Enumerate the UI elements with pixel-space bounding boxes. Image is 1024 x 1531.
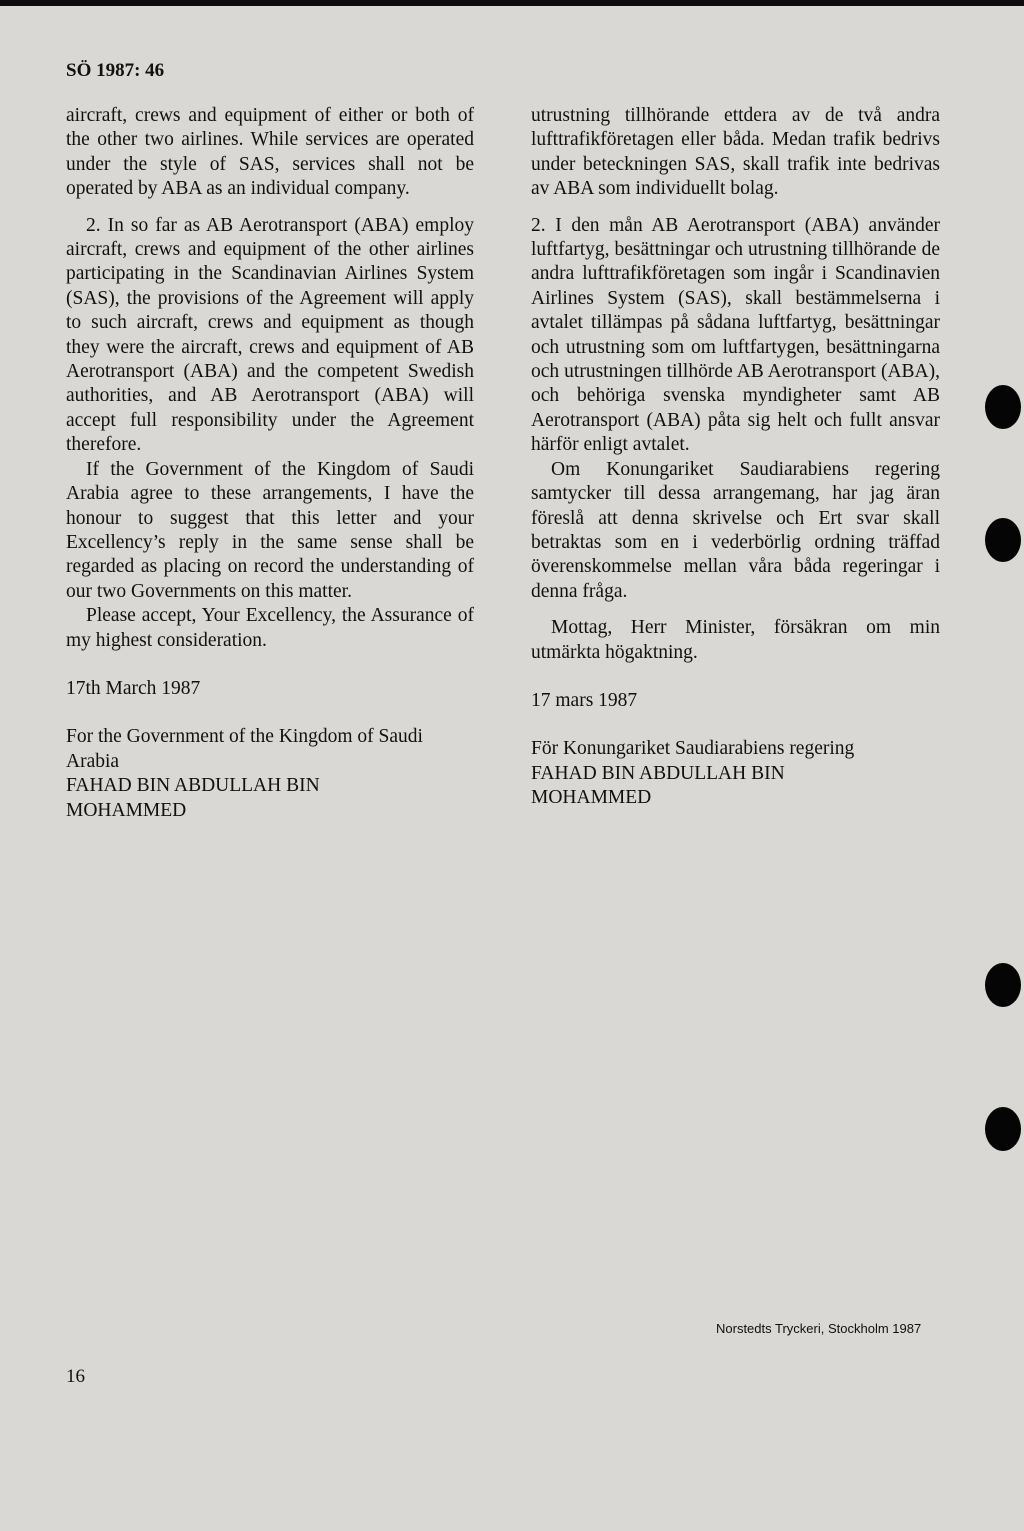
paragraph-2: 2. I den mån AB Aerotransport (ABA) använder luftfartyg, besättningar och utrustning tillhörande de andra lufttrafikföretagen som ingår i Scandinavien Airlines System (SAS), skall bestämmelserna i avtalet tillämpas på sådana luftfartyg, besättningar och utrustning som om luftfartygen, besättningarna och utrustningen tillhörde AB Aerotransport (ABA), och behöriga svenska myndigheter samt AB Aerotransport (ABA) påta sig helt och fullt ansvar härför enligt avtalet.: [531, 214, 940, 456]
paragraph-closing: Please accept, Your Excellency, the Assurance of my highest consideration.: [66, 605, 474, 651]
paragraph-2: 2. In so far as AB Aerotransport (ABA) employ aircraft, crews and equipment of the other airlines participating in the Scandinavian Airlines System (SAS), the provisions of the Agreement will apply to such aircraft, crews and equipment as though they were the aircraft, crews and equipment of AB Aerotransport (ABA) and the competent Swedish authorities, and AB Aerotransport (ABA) will accept full responsibility under the Agreement therefore.: [66, 214, 474, 456]
printer-imprint: Norstedts Tryckeri, Stockholm 1987: [716, 1321, 922, 1336]
binding-hole-mark: [985, 385, 1021, 429]
signature-name-line2: MOHAMMED: [531, 787, 652, 809]
paragraph-closing: Mottag, Herr Minister, försäkran om min utmärkta högaktning.: [531, 617, 940, 663]
signature-name-line1: FAHAD BIN ABDULLAH BIN: [66, 775, 320, 797]
binding-hole-mark: [985, 963, 1021, 1007]
swedish-column: [531, 104, 940, 811]
binding-hole-mark: [985, 518, 1021, 562]
signature-block: [66, 725, 474, 823]
document-reference: SÖ 1987: 46: [66, 60, 165, 81]
page-number: 16: [66, 1366, 85, 1387]
paragraph-continuation: utrustning tillhörande ettdera av de två andra lufttrafikföretagen eller båda. Medan trafik bedrivs under beteckningen SAS, skall trafik inte bedrivas av ABA som individuellt bolag.: [531, 105, 940, 200]
binding-hole-mark: [985, 1107, 1021, 1151]
signature-name-line2: MOHAMMED: [66, 799, 187, 821]
letter-date: 17 mars 1987: [531, 689, 638, 711]
english-column: [66, 104, 474, 823]
paragraph-proposal: Om Konungariket Saudiarabiens regering samtycker till dessa arrangemang, har jag äran föreslå att denna skrivelse och Ert svar skall betraktas som en i vederbörlig ordning träffad överenskommelse mellan våra båda regeringar i denna fråga.: [531, 458, 940, 602]
letter-date: 17th March 1987: [66, 677, 201, 699]
signature-block: [531, 737, 940, 810]
top-border: [0, 0, 1024, 6]
signature-government: För Konungariket Saudiarabiens regering: [531, 738, 855, 760]
paragraph-proposal: If the Government of the Kingdom of Saudi Arabia agree to these arrangements, I have the honour to suggest that this letter and your Excellency’s reply in the same sense shall be regarded as placing on record the understanding of our two Governments on this matter.: [66, 458, 474, 602]
signature-government: For the Government of the Kingdom of Saudi Arabia: [66, 726, 423, 772]
signature-name-line1: FAHAD BIN ABDULLAH BIN: [531, 762, 785, 784]
paragraph-continuation: aircraft, crews and equipment of either or both of the other two airlines. While services are operated under the style of SAS, services shall not be operated by ABA as an individual company.: [66, 105, 474, 200]
